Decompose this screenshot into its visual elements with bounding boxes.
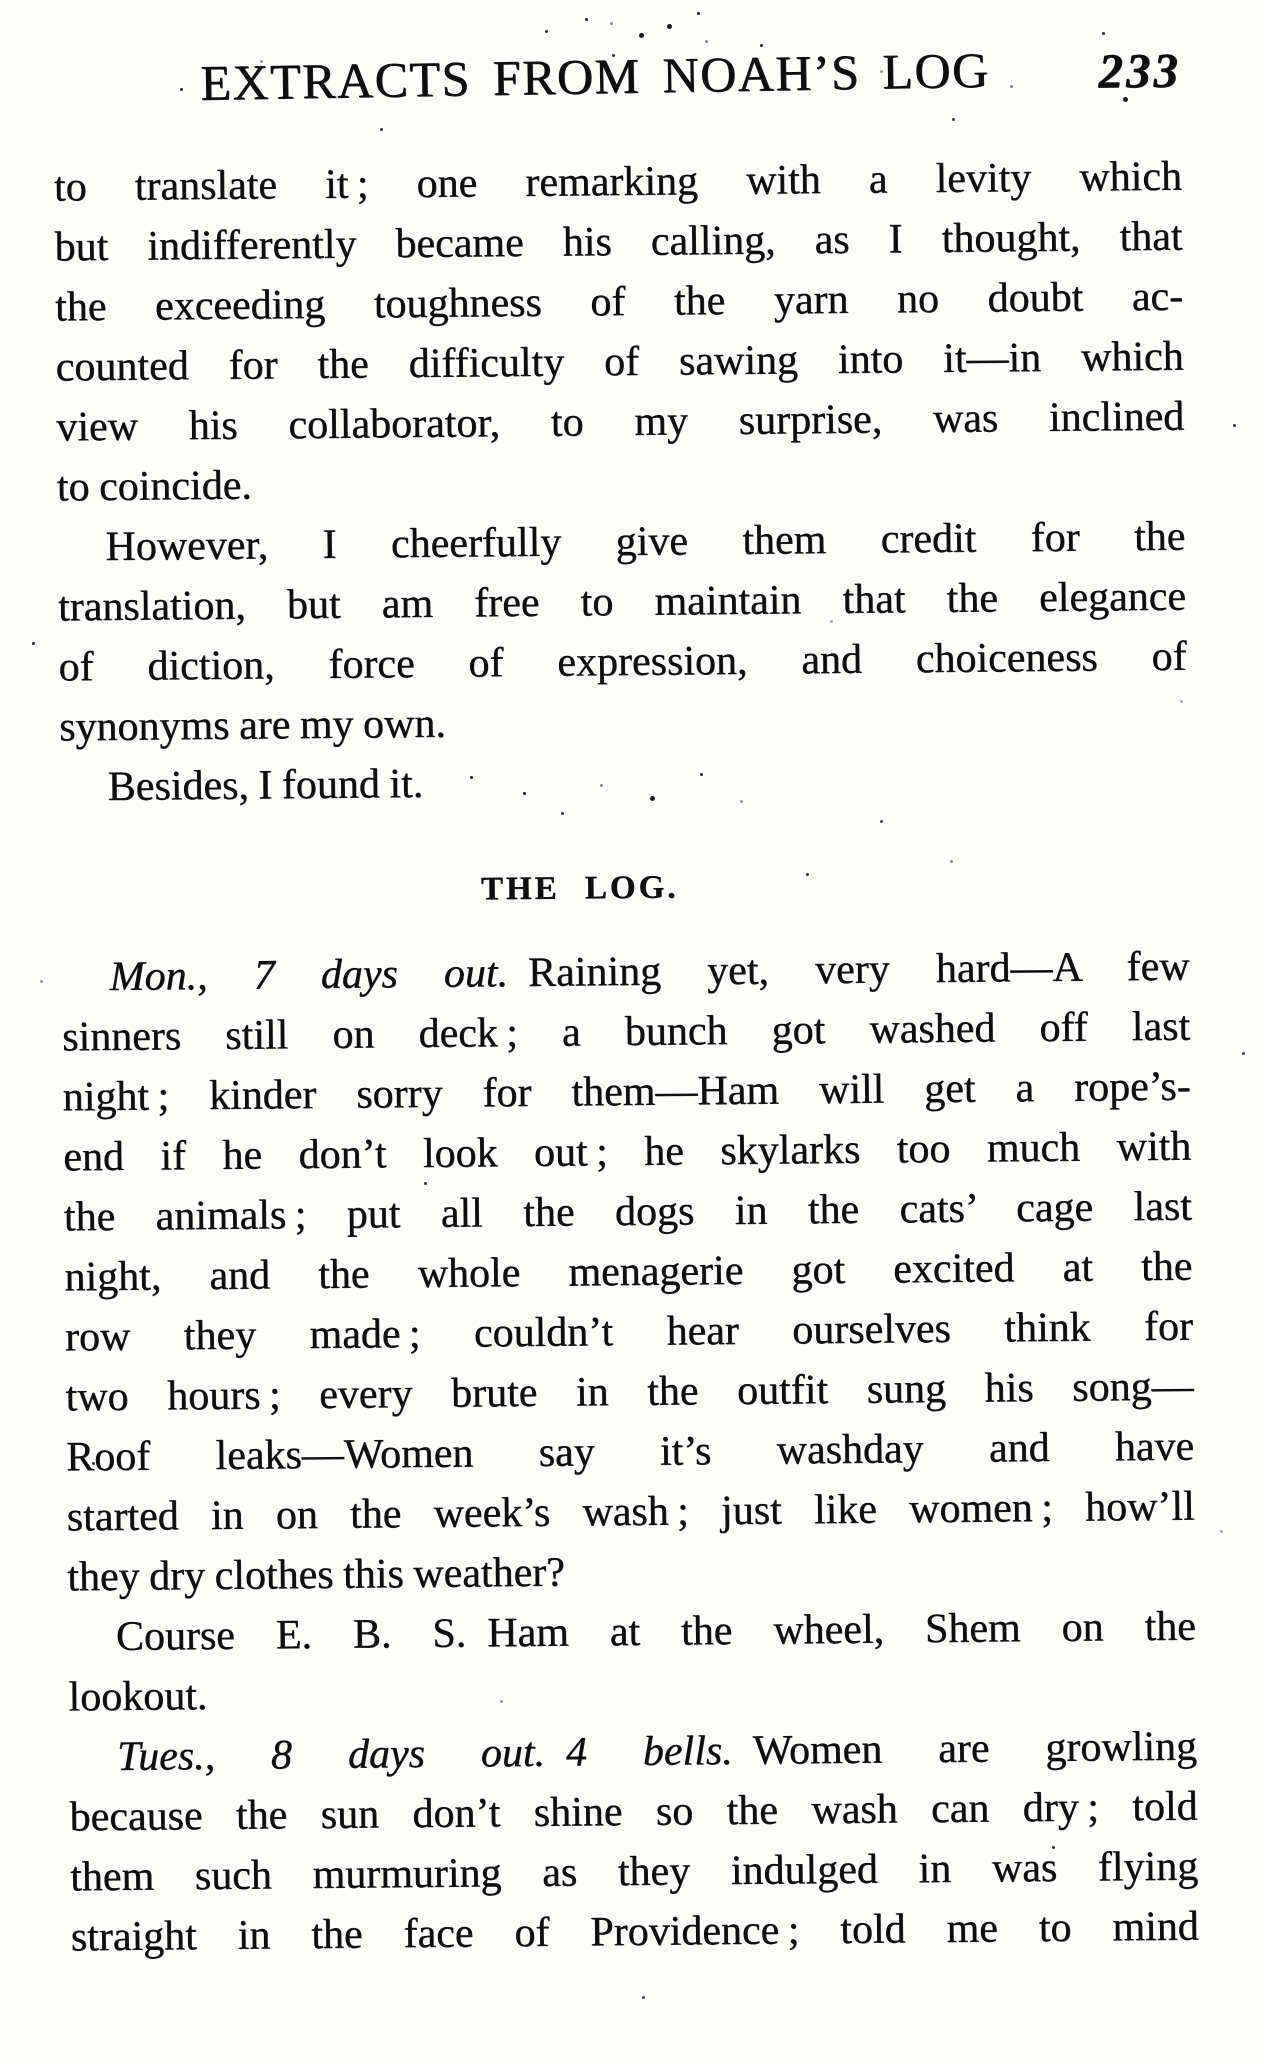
section-heading: THE LOG.	[480, 869, 679, 908]
log-entry-text: Raining yet, very hard—A few	[527, 943, 1190, 996]
log-entry-text: Women are growling	[752, 1723, 1198, 1774]
text-line: night, and the whole menagerie got excited at the	[64, 1243, 1193, 1301]
scan-speckles-light	[0, 0, 3, 3]
text-line: of diction, force of expression, and choiceness of	[58, 633, 1187, 691]
text-line: Roof leaks—Women say it’s washday and have	[65, 1423, 1195, 1481]
text-line: end if he don’t look out ; he skylarks too much with	[62, 1123, 1192, 1181]
text-line: straight in the face of Providence ; told me to mind	[70, 1903, 1199, 1961]
text-line: the animals ; put all the dogs in the cats’ cage last	[63, 1183, 1192, 1241]
page-number: 233	[1098, 42, 1182, 99]
log-entry-date: Tues., 8 days out. 4 bells.	[116, 1727, 733, 1780]
text-line: to coincide.	[56, 462, 252, 511]
running-head-title: EXTRACTS FROM NOAH’S LOG	[199, 41, 990, 111]
text-line: but indifferently became his calling, as I thought, that	[54, 213, 1183, 271]
text-line: the exceeding toughness of the yarn no doubt ac-	[54, 273, 1184, 331]
text-line: counted for the difficulty of sawing into it—in which	[55, 333, 1184, 391]
text-line: However, I cheerfully give them credit for the	[105, 513, 1186, 570]
text-line: sinners still on deck ; a bunch got washed off last	[61, 1003, 1191, 1061]
text-line: Besides, I found it.	[107, 760, 424, 810]
text-line: because the sun don’t shine so the wash can dry ; told	[69, 1783, 1198, 1841]
text-line: started in on the week’s wash ; just like women ; how’ll	[66, 1483, 1195, 1541]
text-line: Course E. B. S. Ham at the wheel, Shem on the	[115, 1603, 1196, 1660]
text-line: to translate it ; one remarking with a levity which	[53, 153, 1183, 211]
text-line: view his collaborator, to my surprise, was inclined	[55, 393, 1185, 451]
text-line: translation, but am free to maintain that the elegance	[57, 573, 1187, 631]
text-line: them such murmuring as they indulged in was flying	[69, 1843, 1199, 1901]
text-line: they dry clothes this weather?	[67, 1549, 565, 1601]
running-header	[53, 39, 1182, 114]
text-body	[54, 147, 1199, 1968]
text-line	[69, 1717, 1198, 1788]
text-line	[61, 937, 1190, 1008]
log-entry-date: Mon., 7 days out.	[109, 950, 509, 1000]
page-content	[53, 39, 1199, 1968]
scan-speckles-dark	[0, 0, 3, 3]
text-line: synonyms are my own.	[58, 700, 446, 751]
text-line: night ; kinder sorry for them—Ham will get a rope’s-	[62, 1063, 1191, 1121]
text-line: row they made ; couldn’t hear ourselves think for	[64, 1303, 1194, 1361]
text-line: two hours ; every brute in the outfit sung his song—	[65, 1363, 1194, 1421]
text-line: lookout.	[68, 1673, 208, 1721]
